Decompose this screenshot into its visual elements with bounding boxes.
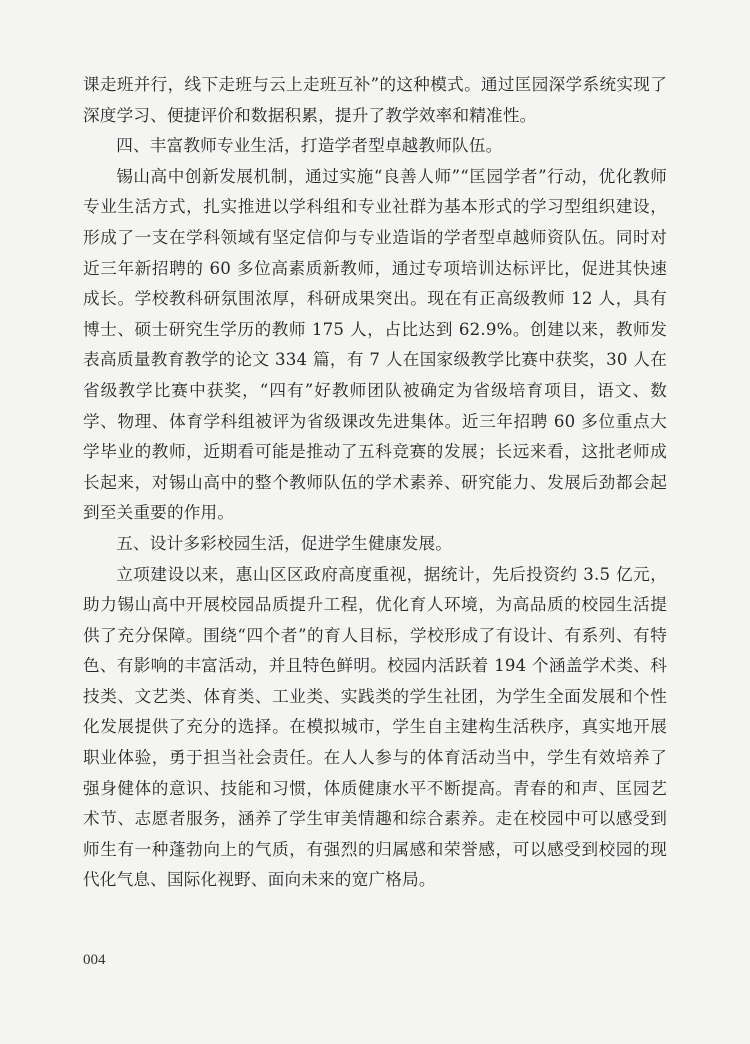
- section-heading-five: 五、设计多彩校园生活，促进学生健康发展。: [116, 533, 453, 553]
- paragraph-continuation: 课走班并行，线下走班与云上走班互补”的这种模式。通过匡园深学系统实现了深度学习、便捷评价和数据积累，提升了教学效率和精准性。: [83, 75, 667, 125]
- paragraph-campus-life: 立项建设以来，惠山区区政府高度重视，据统计，先后投资约 3.5 亿元，助力锡山高中开展校园品质提升工程，优化育人环境，为高品质的校园生活提供了充分保障。围绕“四个者”的育人目标，学校形成了有设计、有系列、有特色、有影响的丰富活动，并且特色鲜明。校园内活跃着 194 个涵盖学术类、科技类、文艺类、体育类、工业类、实践类的学生社团，为学生全面发展和个性化发展提供了充分的选择。在模拟城市，学生自主建构生活秩序，真实地开展职业体验，勇于担当社会责任。在人人参与的体育活动当中，学生有效培养了强身健体的意识、技能和习惯，体质健康水平不断提高。青春的和声、匡园艺术节、志愿者服务，涵养了学生审美情趣和综合素养。走在校园中可以感受到师生有一种蓬勃向上的气质，有强烈的归属感和荣誉感，可以感受到校园的现代化气息、国际化视野、面向未来的宽广格局。: [83, 564, 667, 890]
- page-number: 004: [83, 952, 106, 968]
- section-heading-four: 四、丰富教师专业生活，打造学者型卓越教师队伍。: [116, 136, 503, 156]
- paragraph-teachers: 锡山高中创新发展机制，通过实施“良善人师”“匡园学者”行动，优化教师专业生活方式，扎实推进以学科组和专业社群为基本形式的学习型组织建设，形成了一支在学科领域有坚定信仰与专业造诣的学者型卓越师资队伍。同时对近三年新招聘的 60 多位高素质新教师，通过专项培训达标评比，促进其快速成长。学校教科研氛围浓厚，科研成果突出。现在有正高级教师 12 人，具有博士、硕士研究生学历的教师 175 人，占比达到 62.9%。创建以来，教师发表高质量教育教学的论文 334 篇，有 7 人在国家级教学比赛中获奖，30 人在省级教学比赛中获奖，“四有”好教师团队被确定为省级培育项目，语文、数学、物理、体育学科组被评为省级课改先进集体。近三年招聘 60 多位重点大学毕业的教师，近期看可能是推动了五科竞赛的发展；长远来看，这批老师成长起来，对锡山高中的整个教师队伍的学术素养、研究能力、发展后劲都会起到至关重要的作用。: [83, 166, 667, 523]
- body-text: [83, 70, 667, 896]
